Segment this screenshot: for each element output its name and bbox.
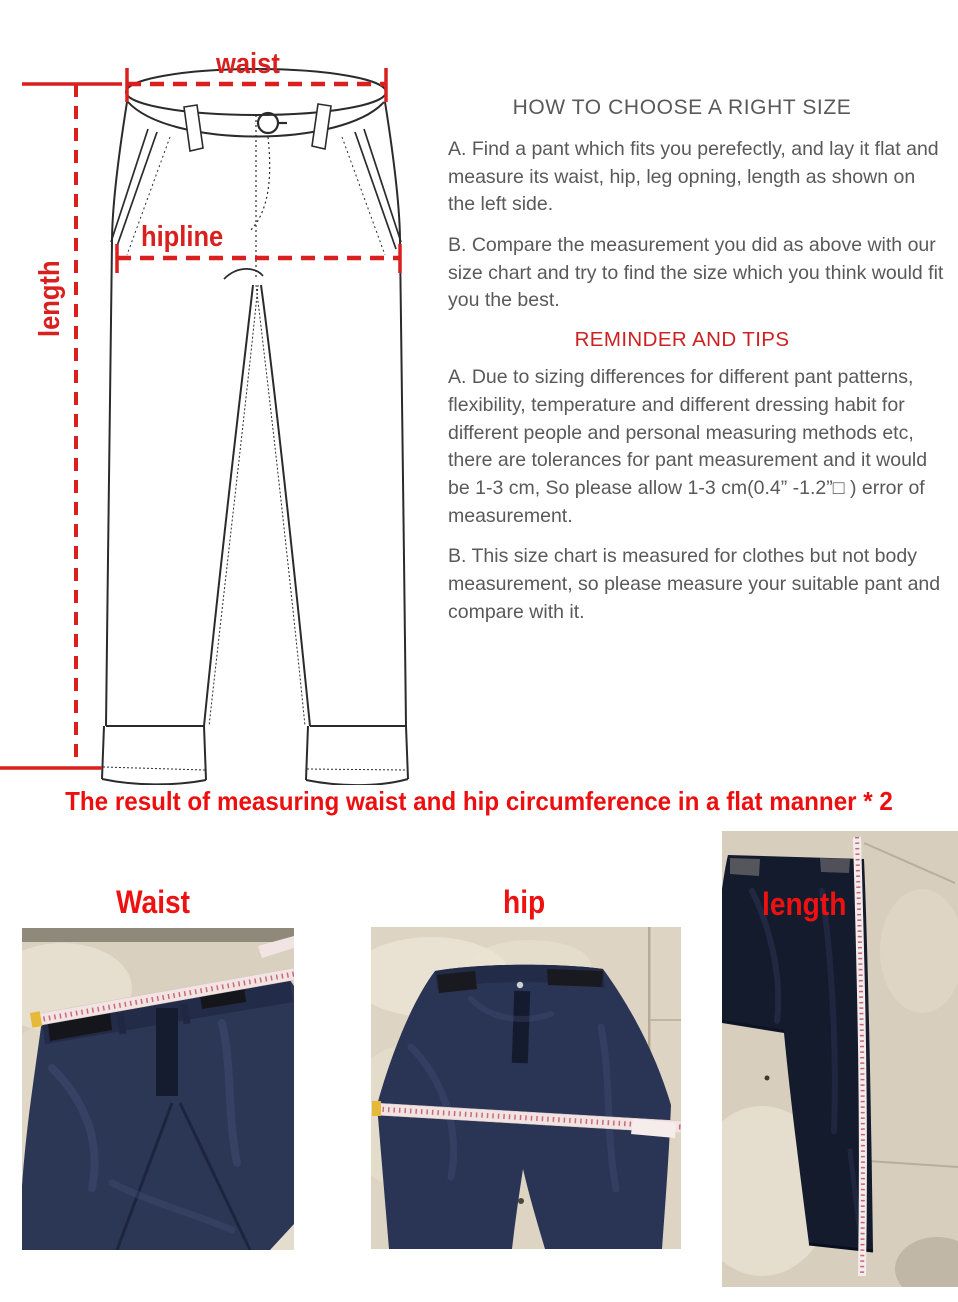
photo-label-length: length <box>762 886 847 922</box>
pants-technical-drawing <box>0 45 445 785</box>
length-label: length <box>34 260 66 337</box>
pants-outline <box>102 69 408 785</box>
photo-label-hip: hip <box>503 884 546 920</box>
length-measure-line <box>0 84 122 768</box>
guide-title: HOW TO CHOOSE A RIGHT SIZE <box>512 96 852 119</box>
hipline-label: hipline <box>141 221 224 253</box>
size-guide-text <box>448 96 946 639</box>
flat-measure-note: The result of measuring waist and hip circumference in a flat manner * 2 <box>65 786 893 816</box>
step-a-text: A. Find a pant which fits you perefectly, and lay it flat and measure its waist, hip, leg opning, length as shown on the left side. <box>448 138 939 216</box>
reminder-title: REMINDER AND TIPS <box>574 328 790 352</box>
floor-speck <box>518 1198 524 1204</box>
tip-b-text: B. This size chart is measured for clothes but not body measurement, so please measure your suitable pant and compare with it. <box>448 545 941 623</box>
photo-hip-measurement <box>371 927 681 1249</box>
pants-button <box>517 982 523 988</box>
step-b-text: B. Compare the measurement you did as above with our size chart and try to find the size which you think would fit you the best. <box>448 234 944 312</box>
tape-end-tab <box>372 1101 381 1116</box>
floor-speck <box>765 1076 770 1081</box>
hip-photo-illustration <box>371 927 681 1249</box>
measurement-diagram <box>0 45 445 785</box>
tip-a-text: A. Due to sizing differences for different pant patterns, flexibility, temperature and different dressing habit for different people and personal measuring methods etc, there are tolerances for pant measurement and it would be 1-3 cm, So please allow 1-3 cm(0.4” -1.2”□ ) error of measurement. <box>448 366 928 527</box>
waist-photo-illustration <box>22 928 294 1250</box>
photo-waist-measurement <box>22 928 294 1250</box>
photo-label-waist: Waist <box>116 884 191 920</box>
waist-label: waist <box>216 48 280 80</box>
